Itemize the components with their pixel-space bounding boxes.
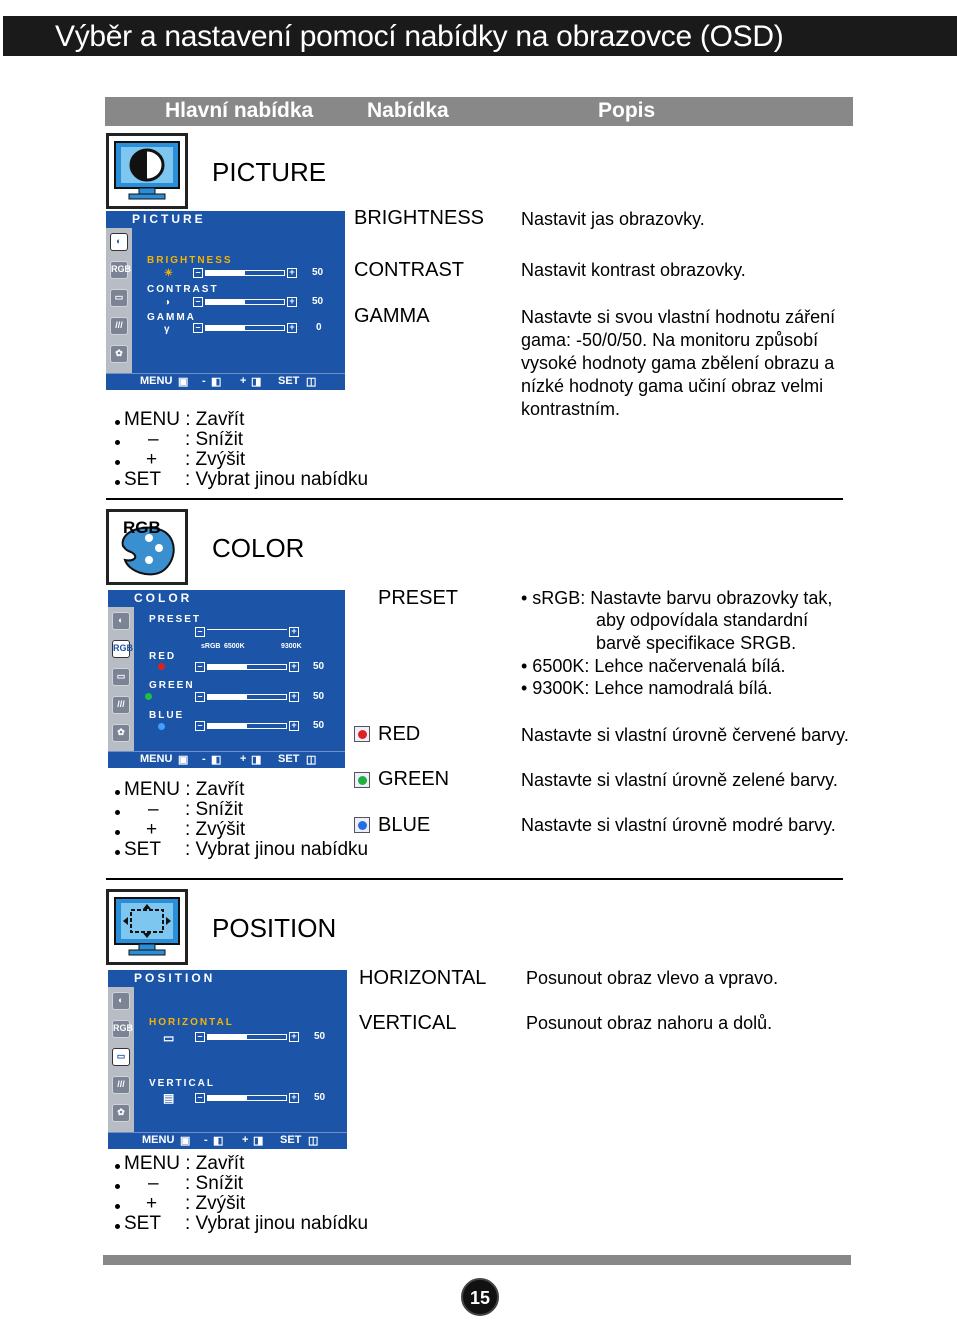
osd-nav-bar: MENU ▣ - ◧ + ◨ SET ◫ — [106, 373, 345, 390]
section-divider — [106, 878, 843, 880]
osd-vertical-value: 50 — [314, 1092, 326, 1103]
color-desc-blue: Nastavte si vlastní úrovně modré barvy. — [521, 815, 836, 835]
key-minus: – — [148, 429, 159, 450]
osd-brightness-value: 50 — [312, 267, 324, 278]
osd-preset-9300k: 9300K — [281, 643, 302, 650]
key-set: SET — [124, 839, 161, 860]
picture-item-contrast: CONTRAST — [354, 259, 464, 281]
osd-setup-icon: ✿ — [110, 345, 128, 363]
osd-gamma-label: GAMMA — [147, 312, 196, 323]
osd-preset-selector: – + — [195, 627, 299, 637]
key-plus: + — [146, 819, 158, 840]
osd-nav-set: SET — [278, 375, 300, 387]
osd-red-value: 50 — [313, 661, 325, 672]
column-description: Popis — [598, 99, 656, 122]
color-item-blue: BLUE — [378, 814, 431, 836]
preset-line-1: • sRGB: Nastavte barvu obrazovky tak, — [521, 588, 833, 608]
gamma-icon: γ — [164, 324, 170, 335]
key-menu: MENU — [124, 1153, 180, 1174]
osd-preset-srgb: sRGB — [201, 643, 221, 650]
osd-nav-minus: - — [202, 375, 206, 387]
page-number: 15 — [469, 1288, 491, 1308]
osd-blue-dot — [158, 723, 165, 730]
column-header — [105, 97, 853, 126]
osd-nav-minus: - — [204, 1134, 208, 1146]
osd-picture-icon: ◐ — [110, 233, 128, 251]
key-set-action: : Vybrat jinou nabídku — [185, 839, 369, 860]
picture-section-title: PICTURE — [212, 157, 327, 187]
osd-setup-icon: ✿ — [112, 1104, 130, 1122]
osd-position-icon: ▭ — [112, 668, 130, 686]
position-desc-horizontal: Posunout obraz vlevo a vpravo. — [526, 968, 779, 988]
osd-vertical-label: VERTICAL — [149, 1078, 215, 1089]
osd-horizontal-slider: – + — [195, 1032, 299, 1042]
page-header — [3, 16, 957, 56]
osd-position-icon: ▭ — [110, 289, 128, 307]
key-plus-action: : Zvýšit — [185, 819, 246, 840]
color-rgb-icon — [106, 509, 188, 585]
osd-contrast-slider: – + — [193, 297, 297, 307]
key-minus-action: : Snížit — [185, 429, 244, 450]
preset-line-2: aby odpovídala standardní — [596, 610, 809, 630]
key-set-action: : Vybrat jinou nabídku — [185, 469, 369, 490]
osd-red-dot — [158, 663, 165, 670]
osd-nav-plus: + — [240, 375, 247, 387]
color-item-preset: PRESET — [378, 587, 459, 609]
osd-picture-icon: ◐ — [112, 992, 130, 1010]
green-swatch-icon — [354, 772, 370, 788]
preset-line-4: • 6500K: Lehce načervenalá bílá. — [521, 656, 786, 676]
red-swatch-icon — [354, 726, 370, 742]
color-osd-screenshot — [108, 590, 345, 768]
key-menu: MENU — [124, 779, 180, 800]
osd-blue-label: BLUE — [149, 710, 185, 721]
osd-tracking-icon: /// — [112, 696, 130, 714]
osd-green-dot — [145, 693, 152, 700]
key-set: SET — [124, 469, 161, 490]
osd-nav-set: SET — [280, 1134, 302, 1146]
key-menu-action: : Zavřít — [185, 409, 245, 430]
osd-nav-plus: + — [242, 1134, 249, 1146]
osd-red-slider: – + — [195, 662, 299, 672]
osd-nav-plus: + — [240, 753, 247, 765]
color-desc-green: Nastavte si vlastní úrovně zelené barvy. — [521, 770, 838, 790]
picture-desc-brightness: Nastavit jas obrazovky. — [521, 209, 705, 229]
osd-color-icon: RGB — [112, 1020, 130, 1038]
osd-picture-icon: ◐ — [112, 612, 130, 630]
preset-line-3: barvě specifikace SRGB. — [596, 633, 797, 653]
position-monitor-icon — [106, 889, 188, 965]
picture-osd-screenshot — [106, 211, 345, 390]
osd-green-label: GREEN — [149, 680, 195, 691]
picture-item-brightness: BRIGHTNESS — [354, 207, 485, 229]
osd-title: PICTURE — [132, 212, 206, 226]
key-set: SET — [124, 1213, 161, 1234]
osd-color-icon: RGB — [110, 261, 128, 279]
section-divider — [106, 498, 843, 500]
color-item-red: RED — [378, 723, 421, 745]
key-minus: – — [148, 799, 159, 820]
key-plus: + — [146, 1193, 158, 1214]
osd-tracking-icon: /// — [110, 317, 128, 335]
osd-blue-slider: – + — [195, 721, 299, 731]
osd-preset-label: PRESET — [149, 614, 202, 625]
osd-title: COLOR — [134, 591, 193, 605]
position-section-title: POSITION — [212, 913, 337, 943]
osd-green-value: 50 — [313, 691, 325, 702]
osd-nav-menu: MENU — [140, 375, 173, 387]
osd-gamma-slider: – + — [193, 323, 297, 333]
osd-nav-bar: MENU ▣ - ◧ + ◨ SET ◫ — [108, 1132, 347, 1149]
key-menu-action: : Zavřít — [185, 1153, 245, 1174]
position-item-horizontal: HORIZONTAL — [359, 967, 487, 989]
key-plus: + — [146, 449, 158, 470]
preset-line-5: • 9300K: Lehce namodralá bílá. — [521, 678, 773, 698]
osd-contrast-value: 50 — [312, 296, 324, 307]
rgb-icon-text: RGB — [123, 518, 161, 537]
osd-red-label: RED — [149, 651, 177, 662]
osd-blue-value: 50 — [313, 720, 325, 731]
osd-nav-menu: MENU — [142, 1134, 175, 1146]
column-menu: Nabídka — [367, 99, 449, 122]
key-menu: MENU — [124, 409, 180, 430]
footer-bar — [103, 1255, 851, 1265]
osd-horizontal-value: 50 — [314, 1031, 326, 1042]
color-desc-red: Nastavte si vlastní úrovně červené barvy. — [521, 725, 849, 745]
osd-gamma-value: 0 — [316, 322, 322, 333]
column-main-menu: Hlavní nabídka — [165, 99, 314, 122]
horizontal-position-icon: ▭ — [163, 1031, 175, 1045]
osd-brightness-slider: – + — [193, 268, 297, 278]
key-menu-action: : Zavřít — [185, 779, 245, 800]
key-minus-action: : Snížit — [185, 799, 244, 820]
osd-contrast-label: CONTRAST — [147, 284, 219, 295]
blue-swatch-icon — [354, 817, 370, 833]
key-set-action: : Vybrat jinou nabídku — [185, 1213, 369, 1234]
osd-position-icon: ▭ — [112, 1048, 130, 1066]
osd-brightness-label: BRIGHTNESS — [147, 255, 233, 266]
osd-nav-set: SET — [278, 753, 300, 765]
key-plus-action: : Zvýšit — [185, 449, 246, 470]
osd-setup-icon: ✿ — [112, 724, 130, 742]
osd-nav-minus: - — [202, 753, 206, 765]
osd-vertical-slider: – + — [195, 1093, 299, 1103]
osd-title: POSITION — [134, 971, 216, 985]
position-item-vertical: VERTICAL — [359, 1012, 457, 1034]
osd-green-slider: – + — [195, 692, 299, 702]
color-item-green: GREEN — [378, 768, 450, 790]
key-minus: – — [148, 1173, 159, 1194]
page-number-badge — [461, 1278, 499, 1316]
page-title: Výběr a nastavení pomocí nabídky na obrazovce (OSD) — [55, 20, 784, 53]
picture-monitor-icon — [106, 133, 188, 209]
osd-nav-menu: MENU — [140, 753, 173, 765]
picture-desc-gamma: Nastavte si svou vlastní hodnotu záření gama: -50/0/50. Na monitoru způsobí vysoké hodnoty gama zbělení obrazu a nízké hodnoty gama učiní obraz velmi kontrastním. — [521, 307, 836, 419]
picture-item-gamma: GAMMA — [354, 305, 430, 327]
osd-tracking-icon: /// — [112, 1076, 130, 1094]
osd-horizontal-label: HORIZONTAL — [149, 1017, 234, 1028]
position-osd-screenshot — [108, 970, 347, 1149]
contrast-icon: ◑ — [164, 297, 171, 308]
osd-nav-bar: MENU ▣ - ◧ + ◨ SET ◫ — [108, 751, 345, 768]
key-minus-action: : Snížit — [185, 1173, 244, 1194]
osd-color-icon: RGB — [112, 640, 130, 658]
osd-preset-6500k: 6500K — [224, 643, 245, 650]
picture-desc-contrast: Nastavit kontrast obrazovky. — [521, 260, 746, 280]
position-desc-vertical: Posunout obraz nahoru a dolů. — [526, 1013, 773, 1033]
color-section-title: COLOR — [212, 533, 305, 563]
key-plus-action: : Zvýšit — [185, 1193, 246, 1214]
vertical-position-icon: ▤ — [163, 1091, 175, 1105]
sun-icon: ☀ — [164, 268, 173, 279]
